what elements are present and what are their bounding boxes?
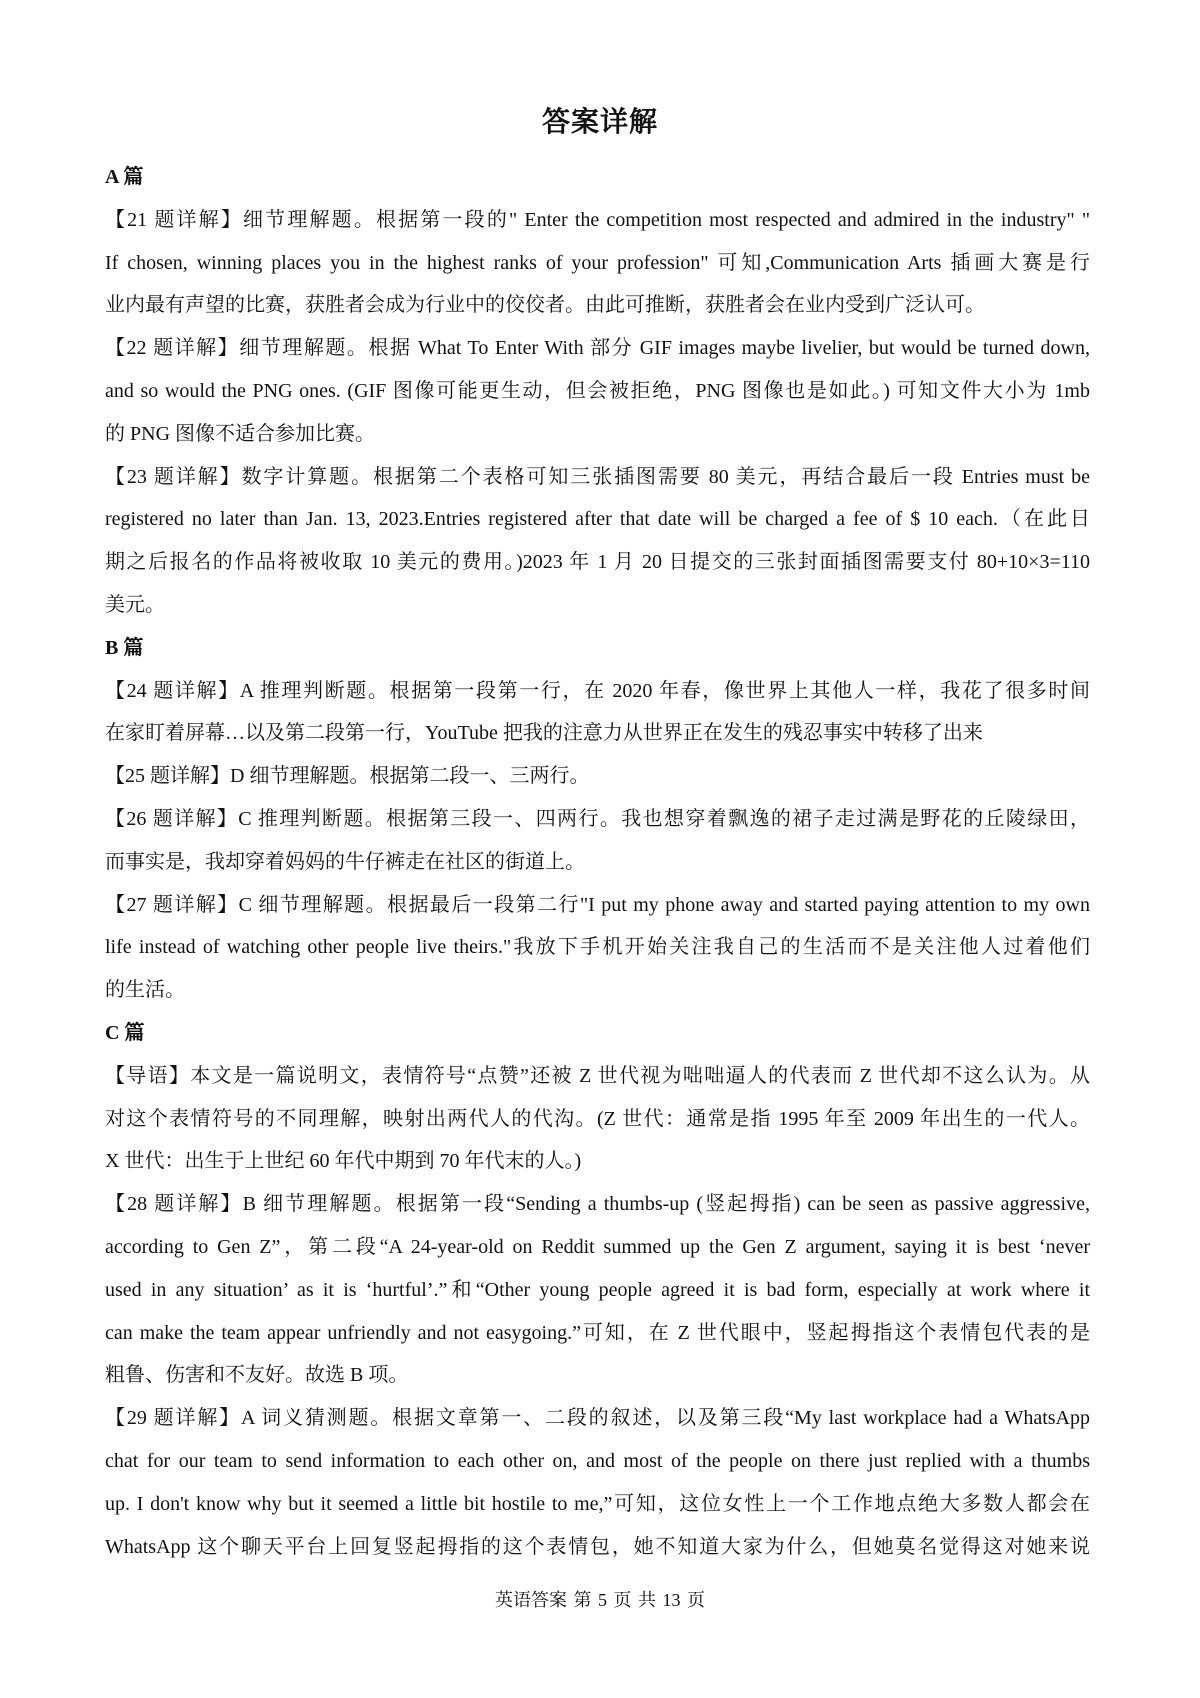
answer-29-line-2: chat for our team to send information to each other on, and most of the people on there just replied with a thumbs <box>105 1449 1090 1472</box>
answer-28-line-1: 【28 题详解】B 细节理解题。根据第一段“Sending a thumbs-up (竖起拇指) can be seen as passive aggressive, <box>105 1193 1090 1216</box>
intro-note-line-1: 【导语】本文是一篇说明文，表情符号“点赞”还被 Z 世代视为咄咄逼人的代表而 Z 世代却不这么认为。从 <box>105 1064 1090 1087</box>
answer-28-line-2: according to Gen Z”，第二段“A 24-year-old on Reddit summed up the Gen Z argument, saying it is best ‘never <box>105 1235 1090 1258</box>
answer-28-line-4: can make the team appear unfriendly and not easygoing.”可知，在 Z 世代眼中，竖起拇指这个表情包代表的是 <box>105 1321 1090 1344</box>
answer-24-line-2: 在家盯着屏幕…以及第二段第一行，YouTube 把我的注意力从世界正在发生的残忍事实中转移了出来 <box>105 722 983 745</box>
answer-25-line-1: 【25 题详解】D 细节理解题。根据第二段一、三两行。 <box>105 765 590 788</box>
answer-23-line-3: 期之后报名的作品将被收取 10 美元的费用。)2023 年 1 月 20 日提交的三张封面插图需要支付 80+10×3=110 <box>105 551 1090 574</box>
answer-29-line-3: up. I don't know why but it seemed a little bit hostile to me,”可知，这位女性上一个工作地点绝大多数人都会在 <box>105 1492 1090 1515</box>
answer-27-line-1: 【27 题详解】C 细节理解题。根据最后一段第二行"I put my phone away and started paying attention to my own <box>105 893 1090 916</box>
answer-24-line-1: 【24 题详解】A 推理判断题。根据第一段第一行，在 2020 年春，像世界上其他人一样，我花了很多时间 <box>105 679 1090 702</box>
section-heading-a: A 篇 <box>105 166 144 188</box>
answer-21-line-1: 【21 题详解】细节理解题。根据第一段的" Enter the competition most respected and admired in the industry" " <box>105 208 1090 231</box>
answer-23-line-2: registered no later than Jan. 13, 2023.Entries registered after that date will be charged a fee of $ 10 each.（在此日 <box>105 508 1090 531</box>
answer-27-line-3: 的生活。 <box>105 979 185 1002</box>
answer-28-line-3: used in any situation’ as it is ‘hurtful’.”和“Other young people agreed it is bad form, especially at work where it <box>105 1278 1090 1301</box>
answer-22-line-2: and so would the PNG ones. (GIF 图像可能更生动，但会被拒绝，PNG 图像也是如此。) 可知文件大小为 1mb <box>105 379 1090 402</box>
answer-27-line-2: life instead of watching other people live theirs."我放下手机开始关注我自己的生活而不是关注他人过着他们 <box>105 936 1090 959</box>
answer-23-line-4: 美元。 <box>105 593 165 616</box>
intro-note-line-3: X 世代：出生于上世纪 60 年代中期到 70 年代末的人。) <box>105 1150 582 1173</box>
answer-28-line-5: 粗鲁、伤害和不友好。故选 B 项。 <box>105 1364 409 1387</box>
answer-22-line-1: 【22 题详解】细节理解题。根据 What To Enter With 部分 GIF images maybe livelier, but would be turned down, <box>105 337 1090 360</box>
answer-23-line-1: 【23 题详解】数字计算题。根据第二个表格可知三张插图需要 80 美元，再结合最后一段 Entries must be <box>105 465 1090 488</box>
answer-22-line-3: 的 PNG 图像不适合参加比赛。 <box>105 422 376 445</box>
page-footer: 英语答案 第 5 页 共 13 页 <box>495 1590 705 1610</box>
answer-26-line-1: 【26 题详解】C 推理判断题。根据第三段一、四两行。我也想穿着飘逸的裙子走过满是野花的丘陵绿田， <box>105 807 1090 830</box>
section-heading-b: B 篇 <box>105 636 144 659</box>
page-title: 答案详解 <box>541 107 658 138</box>
intro-note-line-2: 对这个表情符号的不同理解，映射出两代人的代沟。(Z 世代：通常是指 1995 年至 2009 年出生的一代人。 <box>105 1107 1090 1130</box>
section-heading-c: C 篇 <box>105 1021 145 1044</box>
answer-26-line-2: 而事实是，我却穿着妈妈的牛仔裤走在社区的街道上。 <box>105 850 585 873</box>
answer-21-line-3: 业内最有声望的比赛，获胜者会成为行业中的佼佼者。由此可推断，获胜者会在业内受到广泛认可。 <box>105 294 985 317</box>
answer-29-line-1: 【29 题详解】A 词义猜测题。根据文章第一、二段的叙述，以及第三段“My last workplace had a WhatsApp <box>105 1407 1090 1430</box>
document-body <box>105 156 1090 1568</box>
answer-21-line-2: If chosen, winning places you in the highest ranks of your profession" 可知,Communication Arts 插画大赛是行 <box>105 251 1090 274</box>
answer-29-line-4: WhatsApp 这个聊天平台上回复竖起拇指的这个表情包，她不知道大家为什么，但她莫名觉得这对她来说 <box>105 1535 1090 1558</box>
